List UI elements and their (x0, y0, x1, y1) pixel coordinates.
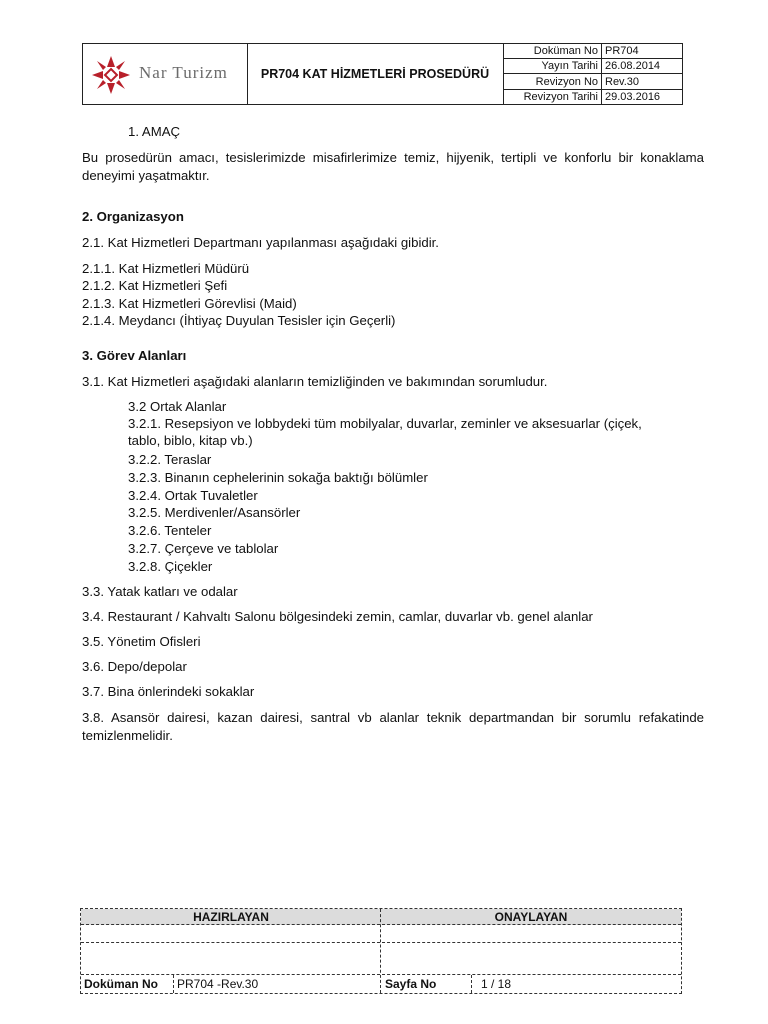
list-item: 3.6. Depo/depolar (82, 659, 187, 674)
meta-value: PR704 (602, 44, 684, 59)
list-item: 2.1.1. Kat Hizmetleri Müdürü (82, 261, 250, 276)
meta-value: 26.08.2014 (602, 59, 684, 74)
logo (83, 44, 248, 104)
meta-label: Yayın Tarihi (503, 59, 602, 74)
meta-label: Revizyon Tarihi (503, 89, 602, 104)
meta-label: Doküman No (503, 44, 602, 59)
section-3-heading: 3. Görev Alanları (82, 348, 187, 363)
page-label: Sayfa No (385, 977, 437, 991)
list-item: 2.1.3. Kat Hizmetleri Görevlisi (Maid) (82, 296, 297, 311)
meta-value: 29.03.2016 (602, 89, 684, 104)
approval-header-row (81, 909, 681, 925)
list-item: 3.5. Yönetim Ofisleri (82, 634, 201, 649)
meta-value: Rev.30 (602, 74, 684, 89)
list-item: 3.2.5. Merdivenler/Asansörler (128, 505, 301, 520)
approval-table (80, 908, 682, 994)
list-item: 3.2.6. Tenteler (128, 523, 212, 538)
list-item: 3.4. Restaurant / Kahvaltı Salonu bölgesindeki zemin, camlar, duvarlar vb. genel alanlar (82, 609, 593, 624)
list-item: tablo, biblo, kitap vb.) (128, 433, 253, 448)
approval-row (81, 925, 681, 943)
logo-text: Nar Turizm (139, 63, 228, 82)
prepared-label: HAZIRLAYAN (193, 910, 269, 924)
approved-label: ONAYLAYAN (494, 910, 568, 924)
doc-no-label: Doküman No (84, 977, 159, 991)
section-3-intro: 3.1. Kat Hizmetleri aşağıdaki alanların temizliğinden ve bakımından sorumludur. (82, 374, 548, 389)
meta-label: Revizyon No (503, 74, 602, 89)
list-item: 3.2.1. Resepsiyon ve lobbydeki tüm mobilyalar, duvarlar, zeminler ve aksesuarlar (çiçek, (128, 416, 642, 431)
column-divider (471, 975, 472, 993)
list-item: 2.1.4. Meydancı (İhtiyaç Duyulan Tesisler için Geçerli) (82, 313, 396, 328)
list-item: 3.2.3. Binanın cephelerinin sokağa baktığı bölümler (128, 470, 428, 485)
list-item: 2.1.2. Kat Hizmetleri Şefi (82, 278, 228, 293)
nar-turizm-logo-icon (91, 55, 131, 95)
list-item: 3.3. Yatak katları ve odalar (82, 584, 238, 599)
section-1-heading: 1. AMAÇ (128, 124, 181, 139)
section-2-intro: 2.1. Kat Hizmetleri Departmanı yapılanması aşağıdaki gibidir. (82, 235, 439, 250)
list-item: 3.2.8. Çiçekler (128, 559, 213, 574)
page-value: 1 / 18 (481, 977, 512, 991)
document-title: PR704 KAT HİZMETLERİ PROSEDÜRÜ (247, 44, 504, 104)
section-1-text: Bu prosedürün amacı, tesislerimizde misafirlerimize temiz, hijyenik, tertipli ve konforlu bir konaklama deneyimi yaşatmaktır. (82, 150, 704, 183)
section-2-heading: 2. Organizasyon (82, 209, 184, 224)
column-divider (173, 975, 174, 993)
doc-no-value: PR704 -Rev.30 (177, 977, 259, 991)
document-meta-table (503, 44, 683, 104)
section-3-8-text: 3.8. Asansör dairesi, kazan dairesi, santral vb alanlar teknik departmandan bir sorumlu refakatinde temizlenmelidir. (82, 710, 704, 743)
list-item: 3.2.7. Çerçeve ve tablolar (128, 541, 279, 556)
document-header (82, 43, 683, 105)
column-divider (380, 909, 381, 993)
signature-row (81, 943, 681, 975)
list-item: 3.2.2. Teraslar (128, 452, 212, 467)
list-item: 3.7. Bina önlerindeki sokaklar (82, 684, 255, 699)
list-item: 3.2.4. Ortak Tuvaletler (128, 488, 258, 503)
section-3-2-heading: 3.2 Ortak Alanlar (128, 399, 227, 414)
